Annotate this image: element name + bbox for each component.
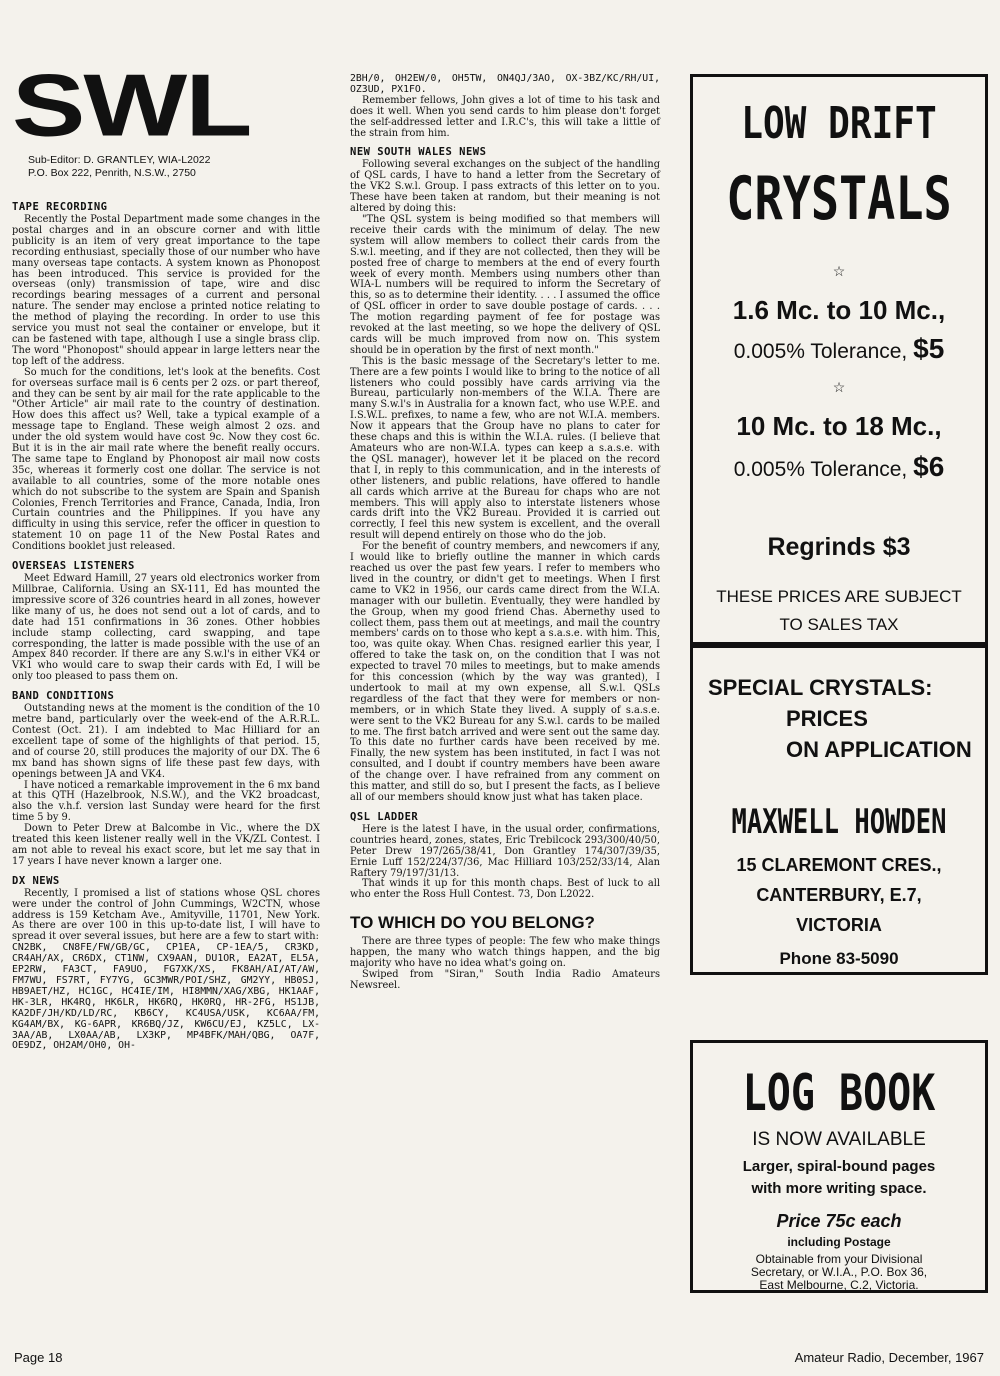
- range-2: 10 Mc. to 18 Mc.,: [736, 411, 942, 441]
- star-icon: ☆: [832, 263, 846, 279]
- paragraph: There are three types of people: The few who make things happen, the many who watch things happen, and the big majority who have no idea what's going on.: [350, 936, 660, 970]
- logbook-subtitle: IS NOW AVAILABLE: [752, 1129, 926, 1150]
- company-address-2: CANTERBURY, E.7,: [756, 885, 922, 905]
- footer-publication: Amateur Radio, December, 1967: [794, 1350, 984, 1365]
- subeditor-line: [28, 154, 210, 180]
- section-heading: QSL LADDER: [350, 810, 419, 823]
- section-heading: DX NEWS: [12, 874, 60, 887]
- star-icon: ☆: [832, 379, 846, 395]
- company-address-3: VICTORIA: [796, 915, 882, 935]
- subeditor-address: P.O. Box 222, Penrith, N.S.W., 2750: [28, 167, 196, 179]
- ad-title-line2: CRYSTALS: [726, 164, 952, 234]
- obtain-line-3: East Melbourne, C.2, Victoria.: [759, 1278, 919, 1292]
- callsign-list: CN2BK, CN8FE/FW/GB/GC, CP1EA, CP-1EA/5, CR3KD, CR4AH/AX, CR6DX, CT1NW, CX9AAN, DU1OR, EA2AT, EL5A, EP2RW, FA3CT, FA9UO, FG7XK/XS, FK8AH/AI/AT/AW, FM7WU, FS7RT, FY7YG, GC3MWR/POI/SHZ, GM2YY, HB0SJ, HB9AET/HZ, HC1GC, HC4IE/IM, HI8MMN/XAG/XBG, HK1AAF, HK-3LR, HK4RQ, HK6LR, HK6RQ, HK0RQ, HR-2FG, HS1JB, KA2DF/JH/KD/LD/RC, KB6CY, KC4USA/USK, KC6AA/FM, KG4AM/BX, KG-6APR, KR6BQ/JZ, KW6CU/EJ, KZ5LC, LX-3AA/AB, LX0AA/AB, LX3KP, MP4BFK/MAH/QBG, OA7F, OE9DZ, OH2AM/OH0, OH-: [12, 942, 320, 1052]
- special-line-2: PRICES: [786, 706, 868, 731]
- paragraph: Recently, I promised a list of stations whose QSL chores were under the control of John Cummings, W2CTN, whose address is 159 Ketcham Ave., Amityville, 11701, New York. As there are over 100 in this up-to-date list, I will have to spread it over several issues, but here are a few to start with:: [12, 887, 320, 943]
- paragraph: Outstanding news at the moment is the condition of the 10 metre band, particularly over the week-end of the A.R.R.L. Contest (Oct. 21). I am indebted to Mac Hilliard for an excellent tape of some of the highlights of that period. 15, and of course 20, still produces the majority of our DX. The 6 mx band has shown signs of life these past few days, with openings between JA and VK4.: [12, 703, 320, 780]
- paragraph: So much for the conditions, let's look at the benefits. Cost for overseas surface mail is 6 cents per 2 ozs. or part thereof, and they can be sent by air mail for the rate applicable to the "Other Article" air mail rate to the country of destination. How does this affect us? Well, take a typical example of a message tape to England. These weigh almost 2 ozs. and under the old system would have cost 9c. Now they cost 6c. But it is in the air mail rate where the benefit really occurs. The same tape to England by Phonopost air mail now costs 35c, whereas it formerly cost one dollar. The service is not available to all countries, some of the more notable ones which do not subscribe to the system are Spain and Spanish Colonies, French Territories and France, Canada, India, Iron Curtain countries and the Philippines. If you have any difficulty in using this service, refer the officer in question to statement 10 on page 11 of the New Postal Rates and Conditions booklet just released.: [12, 366, 320, 553]
- ad-border-right: [985, 645, 988, 972]
- tolerance-1: 0.005% Tolerance,: [733, 340, 908, 363]
- paragraph: "The QSL system is being modified so that members will receive their cards with the minimum of delay. The new system will allow members to collect their cards from the S.w.l. meeting, and if they are not collected, then they will be posted free of charge to members at the end of every fourth week of every month. Members using numbers other than WIA-L numbers will be required to inform the Secretary of this, so as to determine their identity. . . . I assumed the office of QSL officer in order to save double postage of cards. . . . The motion regarding payment of fee for postage was revoked at the last meeting, so we hope the delivery of QSL cards will be much improved from now on. This system should be in operation by the first of next month.": [350, 213, 660, 356]
- ad-title-line1: LOW DRIFT: [741, 98, 937, 149]
- tax-line-2: TO SALES TAX: [779, 615, 899, 634]
- tolerance-2: 0.005% Tolerance,: [733, 458, 908, 481]
- logbook-postage: including Postage: [787, 1235, 891, 1249]
- callsign-list: 2BH/0, OH2EW/0, OH5TW, ON4QJ/3AO, OX-3BZ/KC/RH/UI, OZ3UD, PX1FO.: [350, 73, 660, 95]
- footer-page: Page 18: [14, 1350, 63, 1365]
- crystals-advert: [690, 74, 988, 648]
- tolerance-row-2: [693, 451, 985, 483]
- column-middle: [350, 74, 660, 992]
- logbook-advert: [690, 1040, 988, 1293]
- obtain-line-2: Secretary, or W.I.A., P.O. Box 36,: [750, 1265, 928, 1279]
- paragraph: Following several exchanges on the subject of the handling of QSL cards, I have to hand a letter from the Secretary of the VK2 S.w.l. Group. I pass extracts of this letter on to you. These have been taken at random, but their meaning is not altered by doing this:: [350, 159, 660, 215]
- logbook-title: LOG BOOK: [742, 1064, 936, 1122]
- paragraph: For the benefit of country members, and newcomers if any, I would like to briefly outline the manner in which cards reached us over the past few years. I refer to members who lived in the country, or didn't get to meetings. When I first came to VK2 in 1956, our cards came direct from the W.I.A. manager with our bulletin. Eventually, they were handled by the Group, when my good friend Chas. Abernethy used to collect them, pass them out at meetings, and mail the country members' cards on to those who kept a s.a.s.e. with him. This, too, was quite okay. When Chas. resigned earlier this year, I offered to take the task on, on the condition that I was not expected to travel 70 miles to meetings, but to make amends for this concession (which by the way was granted), I undertook to mail at my own expense, all S.w.l. QSLs regardless of the fact that they were for members or non-members, or in which State they lived. A supply of s.a.s.e. were sent to the VK2 Bureau for any S.w.l. cards to be mailed to me. The first batch arrived and were sent out the same day. To this date no further cards have been received by me. Finally, the new system has been instituted, in fact I was not consulted, and I doubt if country members have been aware of the change over. I have refrained from any comment on this matter, and still do so, but I present the facts, as I believe all of our members should know just what has taken place.: [350, 541, 660, 803]
- company-block: [693, 800, 985, 974]
- logbook-price: Price 75c each: [776, 1211, 902, 1231]
- special-crystals: [708, 672, 978, 765]
- logbook-desc-2: with more writing space.: [751, 1180, 927, 1197]
- price-2: $6: [913, 451, 945, 482]
- section-heading: NEW SOUTH WALES NEWS: [350, 146, 487, 159]
- section-heading: OVERSEAS LISTENERS: [12, 560, 135, 573]
- paragraph: That winds it up for this month chaps. Best of luck to all who enter the Ross Hull Contest. 73, Don L2022.: [350, 878, 660, 901]
- subeditor-name: Sub-Editor: D. GRANTLEY, WIA-L2022: [28, 154, 211, 166]
- masthead-title: SWL: [12, 56, 251, 155]
- price-1: $5: [913, 333, 945, 364]
- logbook-desc-1: Larger, spiral-bound pages: [742, 1158, 936, 1175]
- paragraph: Down to Peter Drew at Balcombe in Vic., where the DX treated this keen listener really well in the VK/ZL Contest. I am not able to reveal his exact score, but let me say that in 17 years I have never known a larger one.: [12, 823, 320, 867]
- tolerance-row-1: [693, 333, 985, 365]
- paragraph: Remember fellows, John gives a lot of time to his task and does it well. When you send cards to him please don't forget the self-addressed letter and I.R.C's, this will take a little of the strain from him.: [350, 94, 660, 139]
- paragraph: Meet Edward Hamill, 27 years old electronics worker from Millbrae, California. Using an SX-111, Ed has mounted the impressive score of 326 countries heard in all zones, however like many of us, he does not send out a lot of cards, and to date had 151 confirmations in 36 zones. Other hobbies include stamp collecting, card swapping, and tape corresponding, the latter is made possible with the use of an Ampex 840 recorder. If there are any S.w.l's in either VK4 or VK1 who would care to swap their cards with Ed, I will be only too pleased to pass them on.: [12, 573, 320, 683]
- company-name: MAXWELL HOWDEN: [731, 802, 947, 842]
- company-address-1: 15 CLAREMONT CRES.,: [736, 855, 942, 875]
- paragraph: Here is the latest I have, in the usual order, confirmations, countries heard, zones, states, Eric Trebilcock 293/300/40/50, Peter Drew 197/265/38/41, Don Grantley 174/307/39/35, Ernie Luff 152/224/37/36, Mac Hilliard 103/252/33/14, Alan Raftery 79/197/31/13.: [350, 823, 660, 879]
- section-heading: TO WHICH DO YOU BELONG?: [350, 913, 595, 933]
- special-line-1: SPECIAL CRYSTALS:: [708, 675, 933, 700]
- section-heading: BAND CONDITIONS: [12, 690, 115, 703]
- paragraph: I have noticed a remarkable improvement in the 6 mx band at this QTH (Hazelbrook, N.S.W.), and the VK2 broadcast, also the v.h.f. version last Sunday were heard for the first time 5 by 9.: [12, 779, 320, 824]
- special-line-3: ON APPLICATION: [786, 737, 972, 762]
- range-1: 1.6 Mc. to 10 Mc.,: [732, 295, 946, 325]
- tax-line-1: THESE PRICES ARE SUBJECT: [716, 587, 962, 606]
- paragraph: Swiped from "Siran," South India Radio Amateurs Newsreel.: [350, 968, 660, 991]
- section-heading: TAPE RECORDING: [12, 201, 108, 213]
- paragraph: This is the basic message of the Secretary's letter to me. There are a few points I would like to bring to the notice of all listeners who could possibly have cards arriving via the Bureau, particularly non-members of the W.I.A. There are many S.w.l's in Australia for a known fact, who use W.P.E. and I.S.W.L. prefixes, to name a few, who are not W.I.A. members. Now it appears that the Group have no plans to cater for these chaps and this is within the W.I.A. rules. (I believe that Amateurs who are non-W.I.A. types can keep a s.a.s.e. with the QSL manager), however let it be placed on the record that I, in reply to this communication, and in the interests of other listeners, and public relations, have offered to handle all cards which arrive at the Bureau for chaps who are not members. This will apply also to interstate listeners whose cards drift into the VK2 Bureau. Provided it is carried out correctly, I feel this new system is excellent, and the overall result will depend entirely on those who do the job.: [350, 355, 660, 542]
- obtain-line-1: Obtainable from your Divisional: [755, 1252, 923, 1266]
- company-phone: Phone 83-5090: [779, 949, 899, 968]
- ad-divider: [690, 642, 988, 645]
- paragraph: Recently the Postal Department made some changes in the postal charges and in an obscure corner and with little publicity is an item of very great importance to the tape recording enthusiast, specially those of our number who have many overseas tape contacts. A system known as Phonopost has been introduced. This service is provided for the overseas (only) transmission of tape, wire and disc recordings bearing messages of a current and personal nature. The sender may enclose a printed notice relating to the method of playing the recording. In order to use this service you must not seal the container or envelope, but it can be fastened with tape, although I use a single brass clip. The word "Phonopost" should appear in large letters near the top left of the address.: [12, 214, 320, 367]
- regrinds: Regrinds $3: [767, 533, 911, 561]
- column-left: [12, 194, 320, 1052]
- logbook-obtain: [693, 1253, 985, 1292]
